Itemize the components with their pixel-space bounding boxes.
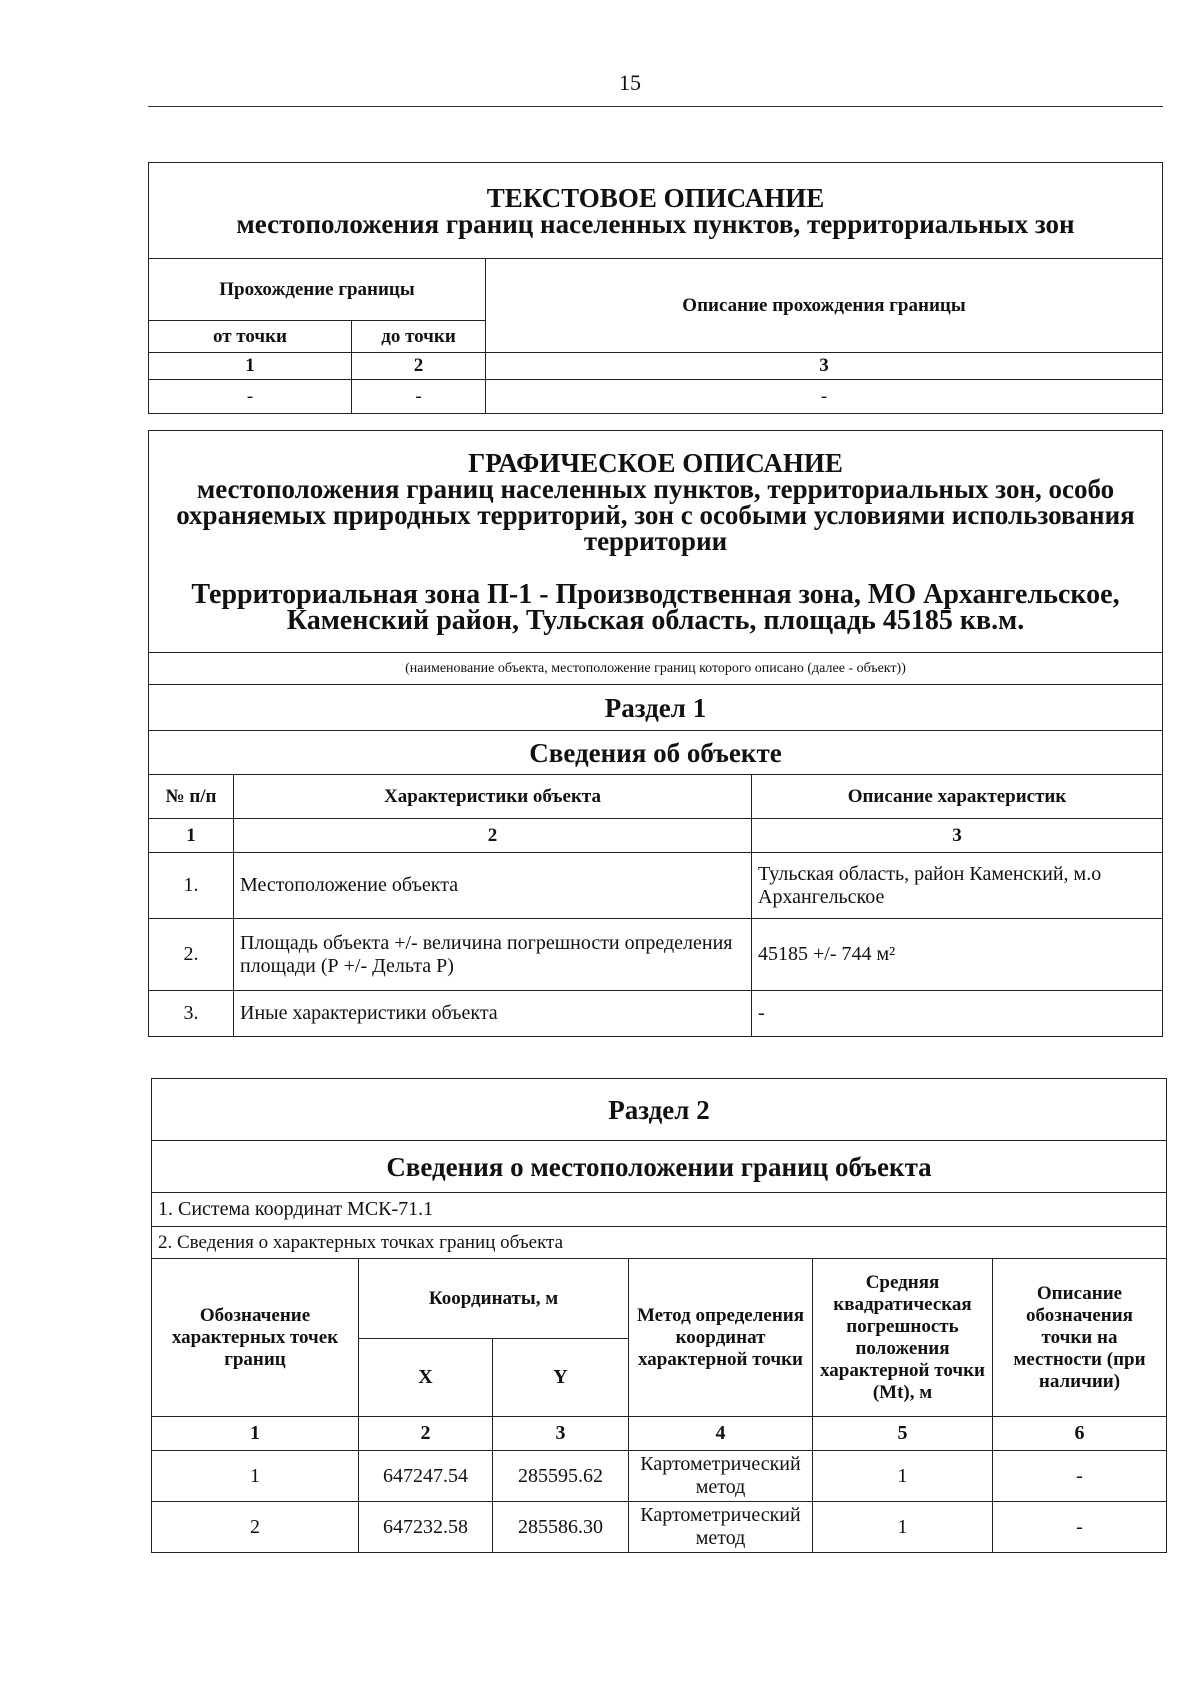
page-number: 15 — [619, 70, 641, 95]
graphic-description-table — [148, 430, 1163, 1037]
characteristic-name: Местоположение объекта — [234, 853, 752, 919]
x-column-header: X — [359, 1339, 493, 1417]
point-description: - — [993, 1502, 1167, 1553]
column-number: 3 — [486, 353, 1163, 380]
point-id: 2 — [152, 1502, 359, 1553]
column-number: 2 — [352, 353, 486, 380]
characteristic-value: Тульская область, район Каменский, м.о Архангельское — [752, 853, 1163, 919]
description-column-header: Описание характеристик — [752, 775, 1163, 819]
text-description-subtitle: местоположения границ населенных пунктов, территориальных зон — [236, 208, 1075, 239]
table-row — [152, 1502, 1167, 1553]
section2-table — [151, 1078, 1167, 1553]
graphic-description-subtitle-line: охраняемых природных территорий, зон с особыми условиями использования — [176, 499, 1135, 530]
characteristic-name: Иные характеристики объекта — [234, 991, 752, 1037]
text-description-title: ТЕКСТОВОЕ ОПИСАНИЕ — [486, 182, 825, 213]
column-number: 3 — [493, 1417, 629, 1451]
designation-column-header: Обозначение характерных точек границ — [152, 1259, 359, 1417]
characteristic-value: - — [752, 991, 1163, 1037]
column-number: 2 — [234, 819, 752, 853]
description-value: - — [486, 380, 1163, 414]
table-row — [149, 991, 1163, 1037]
point-method: Картометрический метод — [629, 1451, 813, 1502]
table-row — [149, 853, 1163, 919]
point-description-column-header: Описание обозначения точки на местности (при наличии) — [993, 1259, 1167, 1417]
point-error: 1 — [813, 1502, 993, 1553]
number-column-header: № п/п — [149, 775, 234, 819]
point-description: - — [993, 1451, 1167, 1502]
graphic-description-header — [149, 431, 1163, 653]
section2-label: Раздел 2 — [152, 1079, 1167, 1141]
boundary-description-header: Описание прохождения границы — [486, 259, 1163, 353]
section1-label: Раздел 1 — [149, 685, 1163, 731]
to-point-value: - — [352, 380, 486, 414]
from-point-value: - — [149, 380, 352, 414]
row-number: 2. — [149, 919, 234, 991]
characteristic-value: 45185 +/- 744 м² — [752, 919, 1163, 991]
graphic-description-title: ГРАФИЧЕСКОЕ ОПИСАНИЕ — [468, 447, 843, 478]
point-error: 1 — [813, 1451, 993, 1502]
graphic-description-subtitle-line: территории — [583, 525, 728, 556]
column-number: 5 — [813, 1417, 993, 1451]
column-number: 1 — [149, 353, 352, 380]
object-name-line: Каменский район, Тульская область, площадь 45185 кв.м. — [286, 604, 1025, 636]
graphic-description-subtitle-line: местоположения границ населенных пунктов, территориальных зон, особо — [196, 473, 1115, 504]
boundary-passage-header: Прохождение границы — [149, 259, 486, 321]
error-column-header: Средняя квадратическая погрешность положения характерной точки (Mt), м — [813, 1259, 993, 1417]
column-number: 1 — [149, 819, 234, 853]
characteristic-name: Площадь объекта +/- величина погрешности определения площади (Р +/- Дельта Р) — [234, 919, 752, 991]
point-y: 285595.62 — [493, 1451, 629, 1502]
coordinate-system: 1. Система координат МСК-71.1 — [152, 1193, 1167, 1227]
coordinates-column-header: Координаты, м — [359, 1259, 629, 1339]
point-id: 1 — [152, 1451, 359, 1502]
table-row — [152, 1451, 1167, 1502]
to-point-header: до точки — [352, 321, 486, 353]
point-x: 647232.58 — [359, 1502, 493, 1553]
from-point-header: от точки — [149, 321, 352, 353]
column-number: 6 — [993, 1417, 1167, 1451]
point-method: Картометрический метод — [629, 1502, 813, 1553]
column-number: 4 — [629, 1417, 813, 1451]
header-rule — [148, 106, 1163, 107]
y-column-header: Y — [493, 1339, 629, 1417]
section1-title: Сведения об объекте — [149, 731, 1163, 775]
object-note: (наименование объекта, местоположение границ которого описано (далее - объект)) — [149, 653, 1163, 685]
points-label: 2. Сведения о характерных точках границ объекта — [152, 1227, 1167, 1259]
point-x: 647247.54 — [359, 1451, 493, 1502]
row-number: 3. — [149, 991, 234, 1037]
object-name-line: Территориальная зона П-1 - Производственная зона, МО Архангельское, — [191, 578, 1120, 610]
column-number: 1 — [152, 1417, 359, 1451]
method-column-header: Метод определения координат характерной точки — [629, 1259, 813, 1417]
section2-title: Сведения о местоположении границ объекта — [152, 1141, 1167, 1193]
point-y: 285586.30 — [493, 1502, 629, 1553]
characteristics-column-header: Характеристики объекта — [234, 775, 752, 819]
row-number: 1. — [149, 853, 234, 919]
column-number: 2 — [359, 1417, 493, 1451]
text-description-table — [148, 162, 1163, 414]
column-number: 3 — [752, 819, 1163, 853]
text-description-header — [149, 163, 1163, 259]
table-row — [149, 919, 1163, 991]
